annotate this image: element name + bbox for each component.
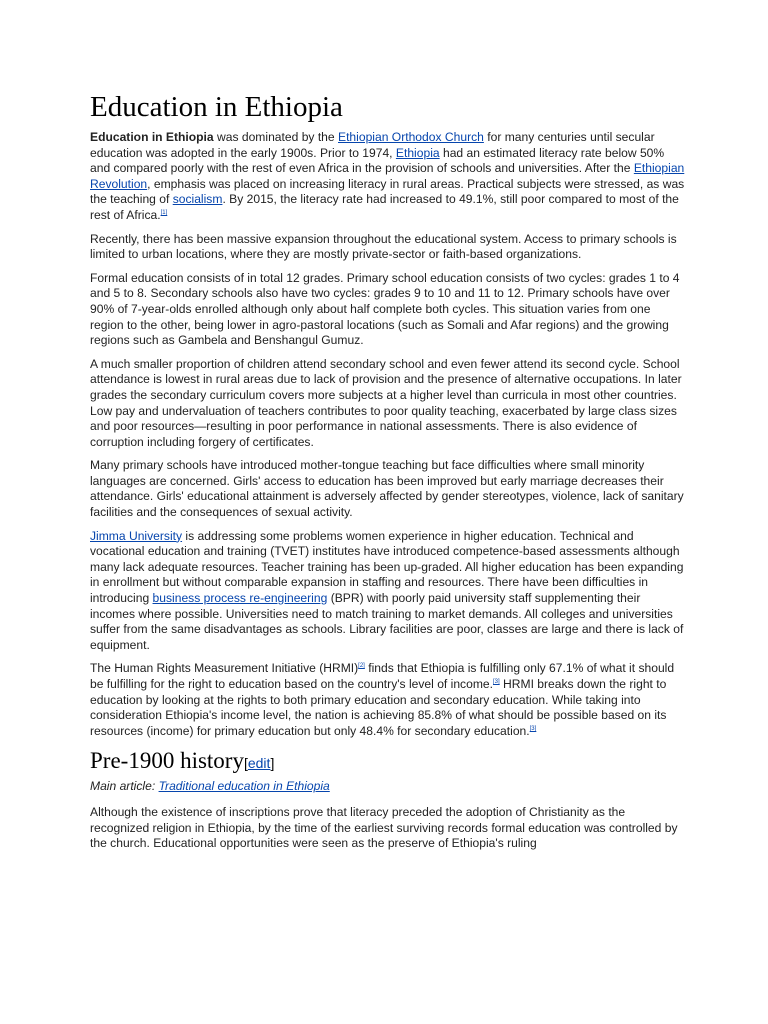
edit-section-link[interactable]: edit: [247, 755, 271, 772]
hatnote-main-article: [90, 779, 685, 795]
section-heading-text: Pre-1900 history: [90, 748, 244, 774]
intro-paragraph: [90, 130, 685, 224]
intro-bold-lead: Education in Ethiopia: [90, 130, 214, 144]
paragraph-mother-tongue: Many primary schools have introduced mother-tongue teaching but face difficulties where small minority languages are concerned. Girls' access to education has been improved but early marriage decreases their attendance. Girls' educational attainment is adversely affected by gender stereotypes, violence, lack of sanitary facilities and the consequences of sexual activity.: [90, 458, 684, 520]
paragraph-hrmi: [90, 661, 685, 739]
paragraph-expansion: Recently, there has been massive expansion throughout the educational system. Access to primary schools is limited to urban locations, where they are mostly private-sector or faith-based organizations.: [90, 231, 677, 262]
intro-text-5: . By 2015, the literacy rate had increased to 49.1%, still poor compared to most of the rest of Africa.: [90, 192, 679, 222]
intro-text-3: had an estimated literacy rate below 50% and compared poorly with the rest of even Africa in the provision of schools and universities. After the: [90, 145, 665, 176]
link-ethiopia[interactable]: Ethiopia: [395, 145, 440, 160]
paragraph-secondary-school: A much smaller proportion of children attend secondary school and even fewer attend its second cycle. School attendance is lowest in rural areas due to lack of provision and the presence of alternative occupations. In later grades the secondary curriculum covers more subjects at a higher level than curricula in most other countries. Low pay and undervaluation of teachers contributes to poor quality teaching, exacerbated by large class sizes and poor resources—resulting in poor performance in national assessments. There is also evidence of corruption including forgery of certificates.: [90, 356, 682, 449]
link-jimma-university[interactable]: Jimma University: [90, 528, 183, 543]
reference-3[interactable]: [3]: [493, 679, 500, 685]
link-traditional-education-in-ethiopia[interactable]: Traditional education in Ethiopia: [158, 779, 330, 794]
section-heading-pre-1900-history: [90, 747, 685, 777]
intro-text-2: for many centuries until secular education was adopted in the early 1900s. Prior to 1974,: [90, 130, 655, 160]
link-ethiopian-orthodox-church[interactable]: Ethiopian Orthodox Church: [338, 130, 484, 144]
hrmi-text-3: HRMI breaks down the right to education by looking at the rights to both primary education and secondary education. While taking into consideration Ethiopia's income level, the nation is achieving 85.8% of what should be possible based on its resources (income) for primary education but only 48.4% for secondary education.: [90, 677, 667, 738]
reference-2[interactable]: [2]: [358, 663, 365, 670]
paragraph-formal-education: Formal education consists of in total 12 grades. Primary school education consists of two cycles: grades 1 to 4 and 5 to 8. Secondary schools also have two cycles: grades 9 to 10 and 11 to 12. Primary schools have over 90% of 7-year-olds enrolled although only about half complete both cycles. This situation varies from one region to the other, being lower in agro-pastoral locations (such as Somali and Afar regions) and the growing regions such as Gambela and Benshangul Gumuz.: [90, 270, 680, 348]
page-title: Education in Ethiopia: [90, 91, 343, 123]
intro-text-1: was dominated by the: [213, 130, 338, 144]
edit-section-bracket-close: ]: [270, 755, 275, 772]
reference-3-repeat[interactable]: [3]: [529, 725, 537, 732]
link-socialism[interactable]: socialism: [172, 192, 223, 207]
paragraph-higher-education: [90, 529, 685, 654]
article: [90, 90, 685, 860]
higher-ed-text-2: (BPR) with poorly paid university staff supplementing their incomes where possible. Universities need to match training to market demands. All colleges and universities suffer from the same disadvantages as schools. Library facilities are poor, classes are large and there is lack of equipment.: [90, 591, 684, 652]
hrmi-text-1: The Human Rights Measurement Initiative (HRMI): [90, 661, 359, 676]
hrmi-text-2: finds that Ethiopia is fulfilling only 67.1% of what it should be fulfilling for the right to education based on the country's level of income.: [90, 661, 675, 691]
intro-text-4: , emphasis was placed on increasing literacy in rural areas. Practical subjects were stressed, as was the teaching of: [90, 176, 685, 207]
hatnote-prefix: Main article:: [90, 779, 159, 794]
paragraph-pre-1900: Although the existence of inscriptions prove that literacy preceded the adoption of Christianity as the recognized religion in Ethiopia, by the time of the earliest surviving records formal education was controlled by the church. Educational opportunities were seen as the preserve of Ethiopia's ruling: [90, 804, 678, 851]
link-business-process-reengineering[interactable]: business process re-engineering: [152, 591, 328, 606]
link-ethiopian-revolution[interactable]: Ethiopian Revolution: [90, 161, 685, 191]
higher-ed-text-1: is addressing some problems women experience in higher education. Technical and vocational education and training (TVET) institutes have introduced competence-based assessments although many lack adequate resources. Teacher training has been up-graded. All higher education has been expanding in enrollment but without comparable expansion in staffing and resources. There have been difficulties in introducing: [90, 528, 684, 606]
edit-section-bracket-open: [: [243, 755, 248, 772]
reference-1[interactable]: [1]: [160, 209, 168, 216]
